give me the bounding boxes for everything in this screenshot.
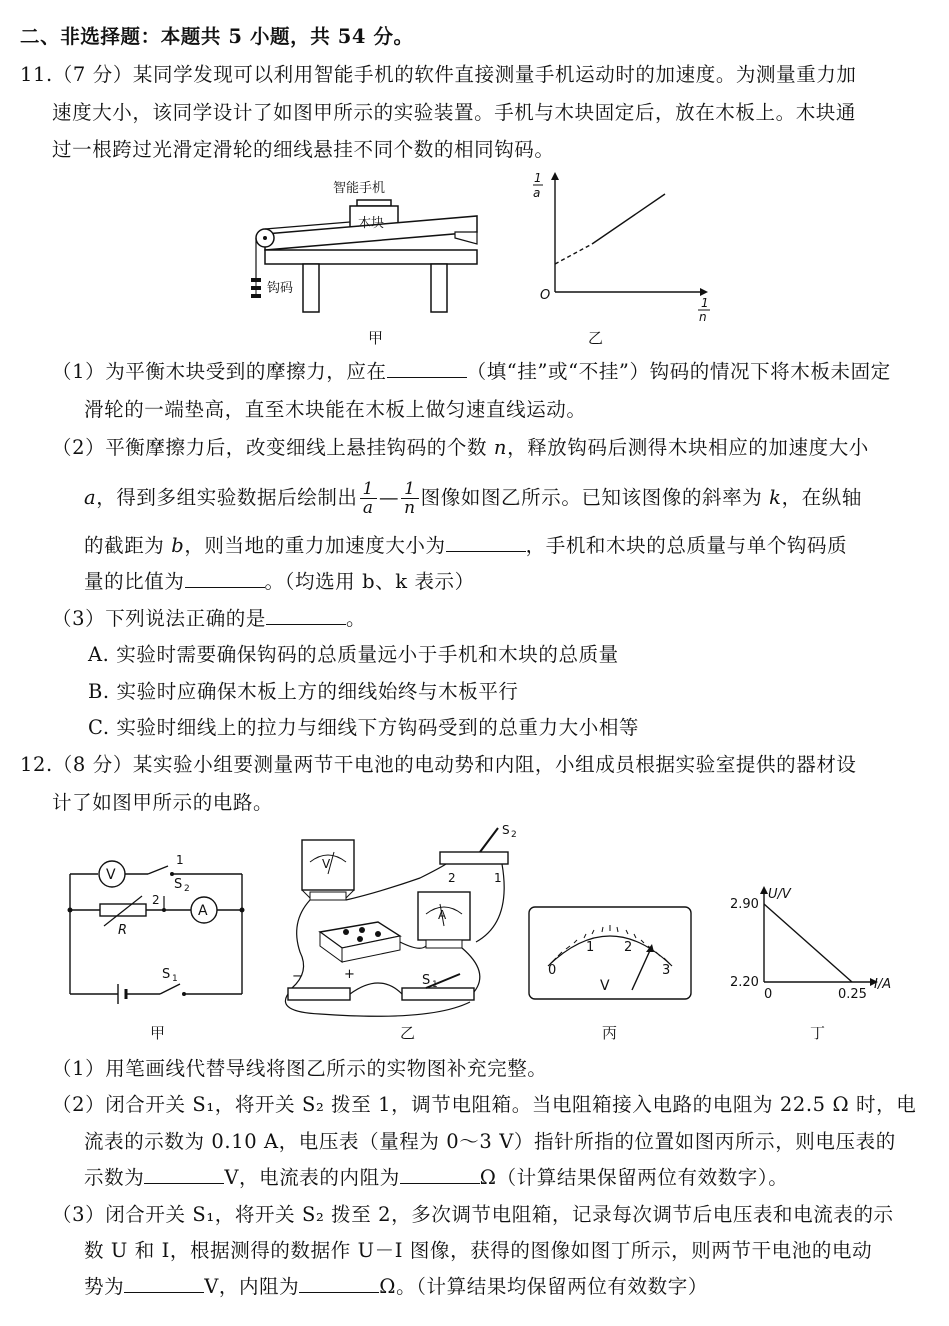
q12-ui-graph: [730, 884, 900, 1000]
q11-part1-line-2: 滑轮的一端垫高，直至木块能在木板上做匀速直线运动。: [84, 398, 587, 421]
q11-part2-line-3: 的截距为 b，则当地的重力加速度大小为 ，手机和木块的总质量与单个钩码质: [84, 534, 848, 557]
q12-stem-line-2: 计了如图甲所示的电路。: [52, 791, 274, 814]
q11-blank-4[interactable]: [266, 606, 346, 625]
svg-text:2: 2: [511, 830, 517, 840]
svg-text:U/V: U/V: [768, 887, 791, 902]
section-header: 二、非选择题：本题共 5 小题，共 54 分。: [20, 25, 414, 48]
svg-text:S: S: [174, 877, 183, 892]
switch-s1-device: [402, 988, 474, 1000]
svg-text:I/A: I/A: [874, 977, 892, 992]
q11-fig-jia-caption: 甲: [368, 329, 384, 347]
q12-part2-line-1: （2）闭合开关 S₁，将开关 S₂ 拨至 1，调节电阻箱。当电阻箱接入电路的电阻为 22.5 Ω 时，电: [52, 1093, 917, 1116]
svg-text:1: 1: [172, 974, 178, 984]
svg-text:A: A: [198, 903, 208, 919]
ui-line: [764, 904, 852, 982]
q12-part2-line-2: 流表的示数为 0.10 A，电压表（量程为 0～3 V）指针所指的位置如图丙所示，则电压表的: [84, 1130, 896, 1153]
q11-part3: （3）下列说法正确的是 。: [52, 607, 367, 630]
svg-text:S: S: [422, 973, 431, 988]
svg-text:V: V: [322, 857, 331, 871]
svg-text:O: O: [540, 288, 551, 303]
q12-physical-apparatus: [280, 822, 520, 1022]
battery-holder-device: [288, 988, 350, 1000]
table-top: [265, 250, 477, 264]
dial-tick-0: 0: [548, 963, 557, 978]
q11-stem-line-1: 11.（7 分）某同学发现可以利用智能手机的软件直接测量手机运动时的加速度。为测量重力加: [20, 63, 857, 86]
q11-apparatus-figure: [245, 172, 490, 322]
svg-text:a: a: [533, 186, 541, 200]
switch-s1-blade: [160, 984, 180, 994]
q11-graph-figure: [530, 170, 730, 324]
dial-tick-1: 1: [586, 940, 595, 955]
switch-s2-blade: [148, 866, 168, 874]
svg-text:0: 0: [764, 987, 773, 1002]
q11-option-b: B. 实验时应确保木板上方的细线始终与木板平行: [88, 680, 519, 703]
q12-blank-1[interactable]: [144, 1165, 224, 1184]
svg-text:2: 2: [152, 893, 160, 907]
svg-text:1: 1: [701, 296, 709, 310]
q11-option-c: C. 实验时细线上的拉力与细线下方钩码受到的总重力大小相等: [88, 716, 640, 739]
svg-text:1: 1: [432, 980, 438, 990]
phone-label: 智能手机: [333, 181, 386, 196]
q11-fig-yi-caption: 乙: [588, 329, 604, 347]
q11-blank-3[interactable]: [185, 569, 265, 588]
q11-stem-line-3: 过一根跨过光滑定滑轮的细线悬挂不同个数的相同钩码。: [52, 138, 555, 161]
svg-text:−: −: [292, 969, 303, 984]
svg-text:n: n: [699, 310, 707, 324]
q12-part2-line-3: 示数为 V，电流表的内阻为 Ω（计算结果保留两位有效数字）。: [84, 1166, 789, 1189]
fraction-1-over-n: $\frac{1}{n}$: [401, 480, 419, 517]
svg-text:2: 2: [448, 871, 456, 885]
table-leg-left: [303, 264, 319, 312]
svg-text:2: 2: [184, 884, 190, 894]
q12-stem-line-1: 12.（8 分）某实验小组要测量两节干电池的电动势和内阻，小组成员根据实验室提供的器材设: [20, 753, 857, 776]
q12-fig-ding-caption: 丁: [810, 1024, 826, 1042]
svg-text:S: S: [502, 823, 510, 837]
q12-part3-line-3: 势为 V，内阻为 Ω。（计算结果均保留两位有效数字）: [84, 1275, 708, 1298]
q12-circuit-schematic: [68, 850, 250, 1000]
q11-part1-line-1: （1）为平衡木块受到的摩擦力，应在 （填“挂”或“不挂”）钩码的情况下将木板未固定: [52, 360, 891, 383]
dial-tick-3: 3: [662, 963, 671, 978]
q11-blank-2[interactable]: [446, 533, 526, 552]
svg-text:2.90: 2.90: [730, 897, 759, 912]
q12-voltmeter-dial: [528, 906, 692, 1002]
q12-blank-3[interactable]: [124, 1274, 204, 1293]
q12-blank-4[interactable]: [299, 1274, 379, 1293]
q11-part2-line-2: a，得到多组实验数据后绘制出 $\frac{1}{a}$ — $\frac{1}{n}$ 图像如图乙所示。已知该图像的斜率为 k，在纵轴: [84, 479, 862, 518]
svg-text:1: 1: [176, 853, 184, 867]
table-leg-right: [431, 264, 447, 312]
dial-unit: V: [600, 978, 610, 994]
q12-part1: （1）用笔画线代替导线将图乙所示的实物图补充完整。: [52, 1057, 548, 1080]
q12-fig-yi-caption: 乙: [400, 1024, 416, 1042]
svg-text:R: R: [118, 923, 128, 938]
q12-blank-2[interactable]: [400, 1165, 480, 1184]
resistor-box-symbol: [100, 904, 146, 916]
data-line: [592, 194, 665, 244]
block-label: 木块: [358, 216, 385, 231]
q11-part2-line-1: （2）平衡摩擦力后，改变细线上悬挂钩码的个数 n，释放钩码后测得木块相应的加速度大小: [52, 436, 869, 459]
svg-text:0.25: 0.25: [838, 987, 867, 1002]
svg-text:2.20: 2.20: [730, 975, 759, 990]
q11-part2-line-4: 量的比值为 。（均选用 b、k 表示）: [84, 570, 475, 593]
q11-stem-line-2: 速度大小，该同学设计了如图甲所示的实验装置。手机与木块固定后，放在木板上。木块通: [52, 101, 857, 124]
weights-label: 钩码: [267, 281, 294, 296]
dial-tick-2: 2: [624, 940, 633, 955]
svg-text:1: 1: [534, 171, 542, 185]
q12-fig-jia-caption: 甲: [150, 1024, 166, 1042]
fraction-1-over-a: $\frac{1}{a}$: [360, 480, 377, 517]
q11-option-a: A. 实验时需要确保钩码的总质量远小于手机和木块的总质量: [88, 643, 619, 666]
svg-text:1: 1: [494, 871, 502, 885]
svg-text:A: A: [438, 908, 447, 922]
svg-text:+: +: [344, 967, 355, 982]
switch-s2-device: [440, 852, 508, 864]
q11-blank-1[interactable]: [387, 359, 467, 378]
q12-fig-bing-caption: 丙: [602, 1024, 618, 1042]
q12-part3-line-1: （3）闭合开关 S₁，将开关 S₂ 拨至 2，多次调节电阻箱，记录每次调节后电压表和电流表的示: [52, 1203, 894, 1226]
svg-text:S: S: [162, 967, 171, 982]
smartphone-shape: [357, 200, 391, 206]
extrapolated-line: [555, 244, 592, 264]
svg-text:V: V: [106, 867, 116, 883]
q12-part3-line-2: 数 U 和 I，根据测得的数据作 U－I 图像，获得的图像如图丁所示，则两节干电池的电动: [84, 1239, 873, 1262]
